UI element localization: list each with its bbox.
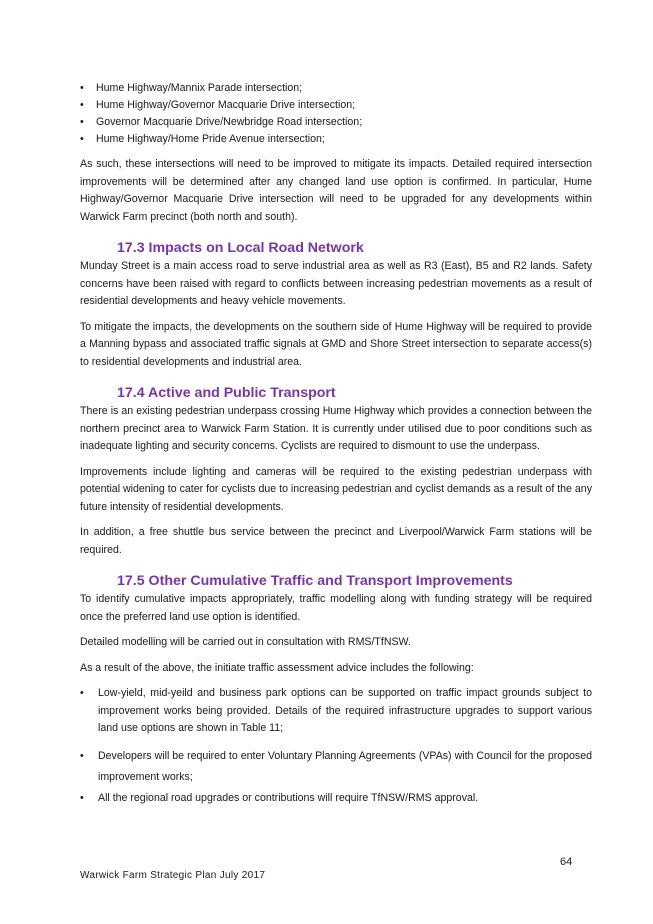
section-heading-17-5: 17.5 Other Cumulative Traffic and Transport Improvements bbox=[117, 573, 513, 589]
assessment-advice-list bbox=[80, 685, 592, 807]
intersection-list bbox=[80, 80, 592, 148]
list-item: • All the regional road upgrades or contributions will require TfNSW/RMS approval. bbox=[80, 790, 592, 808]
list-item: • Low-yield, mid-yeild and business park options can be supported on traffic impact grounds subject to improvement works being provided. Details of the required infrastructure upgrades to support various land use options are shown in Table 11; bbox=[80, 685, 592, 738]
paragraph: To mitigate the impacts, the developments on the southern side of Hume Highway will be required to provide a Manning bypass and associated traffic signals at GMD and Shore Street intersection to separate access(s) to residential developments and industrial area. bbox=[80, 320, 592, 368]
paragraph: Munday Street is a main access road to serve industrial area as well as R3 (East), B5 and R2 lands. Safety concerns have been raised with regard to conflicts between increasing pedestrian movements as a result of residential developments and heavy vehicle movements. bbox=[80, 260, 592, 307]
paragraph: Detailed modelling will be carried out in consultation with RMS/TfNSW. bbox=[80, 636, 411, 648]
page-number: 64 bbox=[560, 856, 573, 868]
section-heading-17-3: 17.3 Impacts on Local Road Network bbox=[117, 240, 364, 256]
list-item: • Developers will be required to enter Voluntary Planning Agreements (VPAs) with Council for the proposed improvement works; bbox=[80, 746, 592, 788]
section-heading-17-4: 17.4 Active and Public Transport bbox=[117, 385, 336, 401]
list-item: • Hume Highway/Governor Macquarie Drive intersection; bbox=[80, 97, 592, 114]
paragraph: In addition, a free shuttle bus service between the precinct and Liverpool/Warwick Farm stations will be required. bbox=[80, 526, 592, 556]
list-item: • Hume Highway/Mannix Parade intersection; bbox=[80, 80, 592, 97]
paragraph: As a result of the above, the initiate traffic assessment advice includes the following: bbox=[80, 661, 474, 674]
list-item: • Hume Highway/Home Pride Avenue intersection; bbox=[80, 131, 592, 148]
intro-paragraph: As such, these intersections will need to be improved to mitigate its impacts. Detailed required intersection improvements will be determined after any changed land use option is confirmed. In particular, Hume Highway/Governor Macquarie Drive intersection will need to be upgraded for any developments within Warwick Farm precinct (both north and south). bbox=[80, 158, 592, 223]
paragraph: Improvements include lighting and cameras will be required to the existing pedestrian underpass with potential widening to cater for cyclists due to increasing pedestrian and cyclist demands as a result of the any future intensity of residential developments. bbox=[80, 465, 592, 513]
footer-text: Warwick Farm Strategic Plan July 2017 bbox=[80, 870, 266, 881]
paragraph: There is an existing pedestrian underpass crossing Hume Highway which provides a connection between the northern precinct area to Warwick Farm Station. It is currently under utilised due to poor conditions such as inadequate lighting and security concerns. Cyclists are required to dismount to use the underpass. bbox=[80, 405, 592, 452]
paragraph: To identify cumulative impacts appropriately, traffic modelling along with funding strategy will be required once the preferred land use option is identified. bbox=[80, 593, 592, 623]
page-content bbox=[80, 80, 592, 807]
list-item: • Governor Macquarie Drive/Newbridge Road intersection; bbox=[80, 114, 592, 131]
